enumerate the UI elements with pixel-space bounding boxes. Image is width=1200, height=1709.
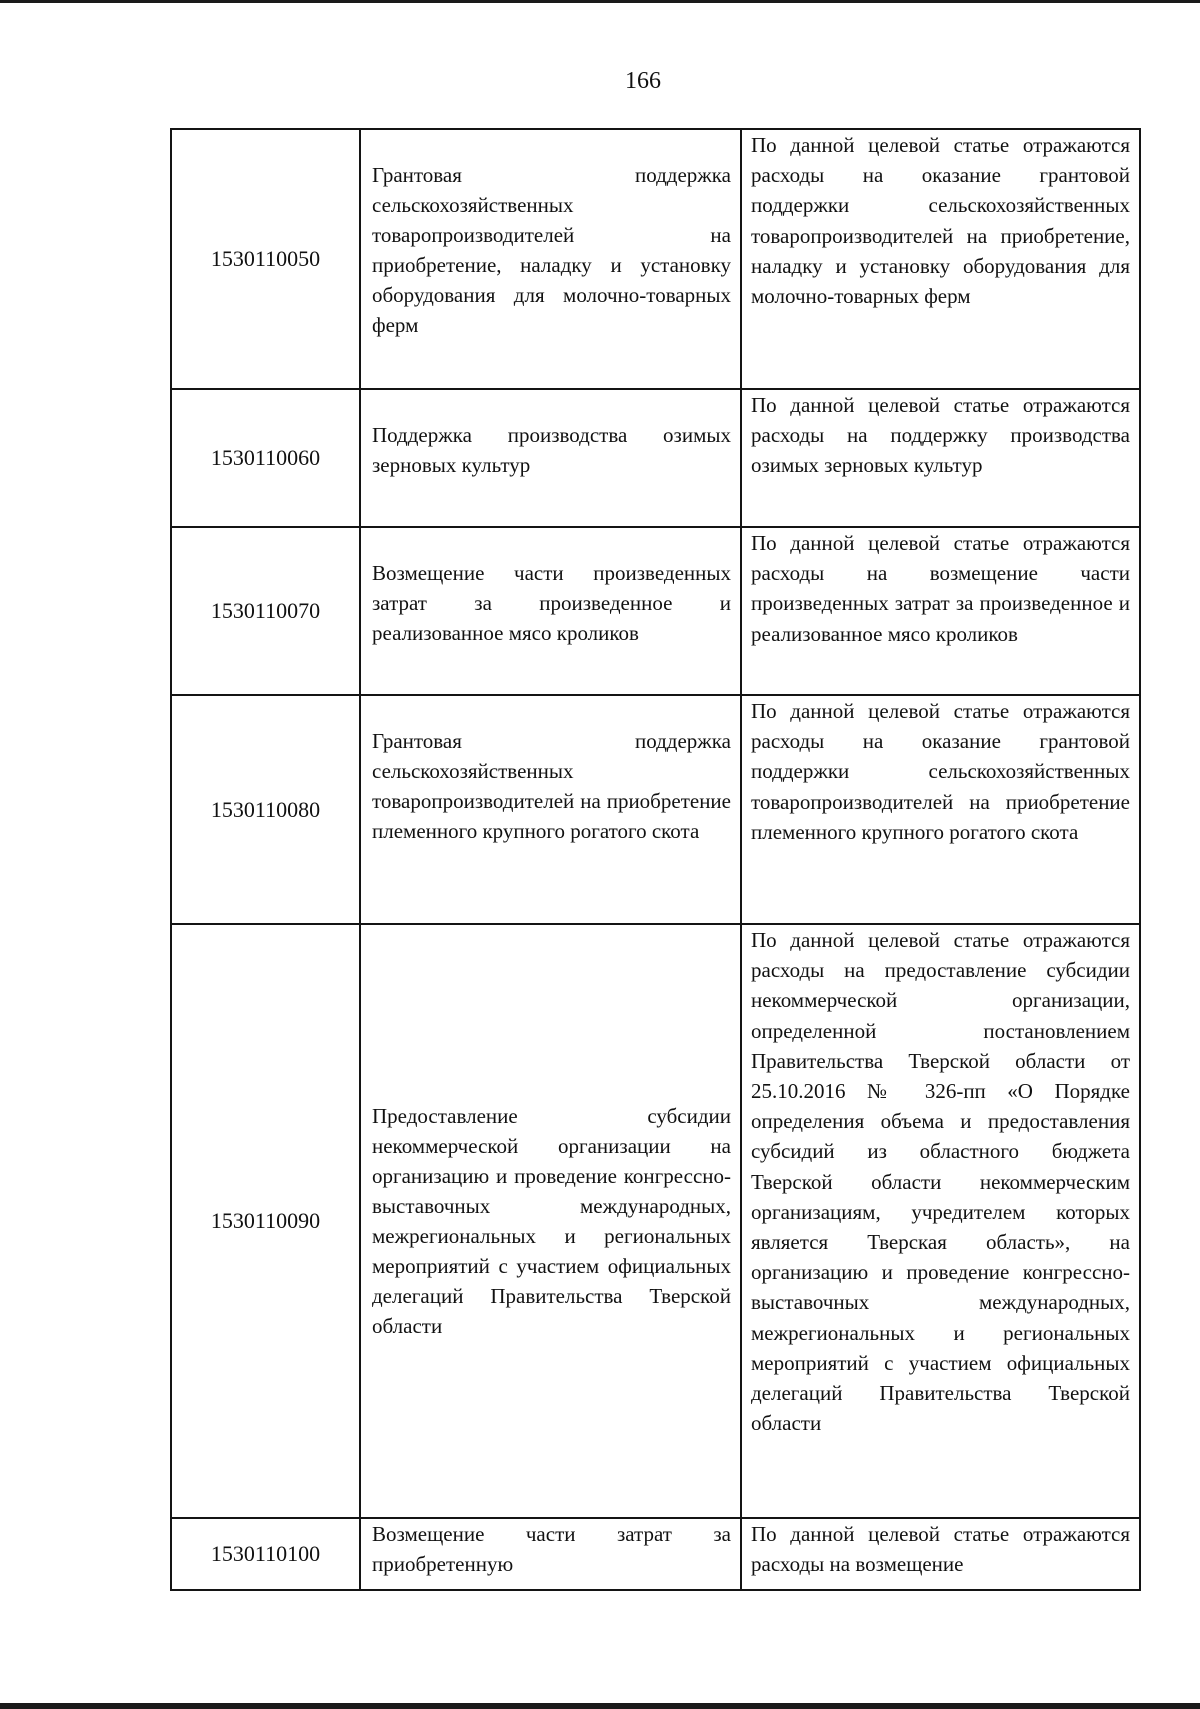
table-row (171, 389, 1140, 527)
row-description-cell (741, 389, 1140, 527)
row-name: Грантовая поддержка сельскохозяйственных товаропроизводителей на приобретение, наладку и установку оборудования для молочно-товарных ферм (372, 163, 731, 337)
scan-edge-bottom (0, 1703, 1200, 1709)
row-code: 1530110100 (171, 1518, 360, 1590)
row-name: Грантовая поддержка сельскохозяйственных товаропроизводителей на приобретение племенного крупного рогатого скота (372, 729, 731, 843)
row-code: 1530110060 (171, 389, 360, 527)
table-row (171, 527, 1140, 695)
row-name: Предоставление субсидии некоммерческой организации на организацию и проведение конгрессно-выставочных международных, межрегиональных и региональных мероприятий с участием официальных делегаций Правительства Тверской области (372, 1104, 731, 1338)
row-code: 1530110090 (171, 924, 360, 1518)
row-description-cell (741, 924, 1140, 1518)
row-code: 1530110070 (171, 527, 360, 695)
row-name-cell (360, 924, 741, 1518)
row-description: По данной целевой статье отражаются расходы на возмещение (751, 1522, 1130, 1577)
row-description: По данной целевой статье отражаются расходы на предоставление субсидии некоммерческой организации, определенной постановлением Правительства Тверской области от 25.10.2016 № 326-пп «О Порядке определения объема и предоставления субсидий из областного бюджета Тверской области некоммерческим организациям, учредителем которых является Тверская область», на организацию и проведение конгрессно-выставочных международных, межрегиональных и региональных мероприятий с участием официальных делегаций Правительства Тверской области (751, 928, 1130, 1436)
row-name-cell (360, 389, 741, 527)
row-description-cell (741, 129, 1140, 389)
table-row (171, 1518, 1140, 1590)
row-name-cell (360, 129, 741, 389)
row-name-cell (360, 695, 741, 924)
row-description: По данной целевой статье отражаются расходы на возмещение части произведенных затрат за произведенное и реализованное мясо кроликов (751, 531, 1130, 646)
row-description: По данной целевой статье отражаются расходы на поддержку производства озимых зерновых культур (751, 393, 1130, 478)
row-name: Возмещение части произведенных затрат за произведенное и реализованное мясо кроликов (372, 561, 731, 645)
row-description-cell (741, 527, 1140, 695)
table-row (171, 129, 1140, 389)
table-row (171, 695, 1140, 924)
page-number: 166 (625, 68, 661, 94)
row-code: 1530110050 (171, 129, 360, 389)
row-description-cell (741, 695, 1140, 924)
row-name-cell (360, 1518, 741, 1590)
row-name: Возмещение части затрат за приобретенную (372, 1522, 731, 1576)
row-description: По данной целевой статье отражаются расходы на оказание грантовой поддержки сельскохозяйственных товаропроизводителей на приобретение, наладку и установку оборудования для молочно-товарных ферм (751, 133, 1130, 309)
table-row (171, 924, 1140, 1518)
row-description: По данной целевой статье отражаются расходы на оказание грантовой поддержки сельскохозяйственных товаропроизводителей на приобретение племенного крупного рогатого скота (751, 699, 1130, 844)
budget-items-table (170, 128, 1141, 1591)
row-code: 1530110080 (171, 695, 360, 924)
row-description-cell (741, 1518, 1140, 1590)
row-name-cell (360, 527, 741, 695)
row-name: Поддержка производства озимых зерновых культур (372, 423, 731, 477)
scan-edge-top (0, 0, 1200, 3)
